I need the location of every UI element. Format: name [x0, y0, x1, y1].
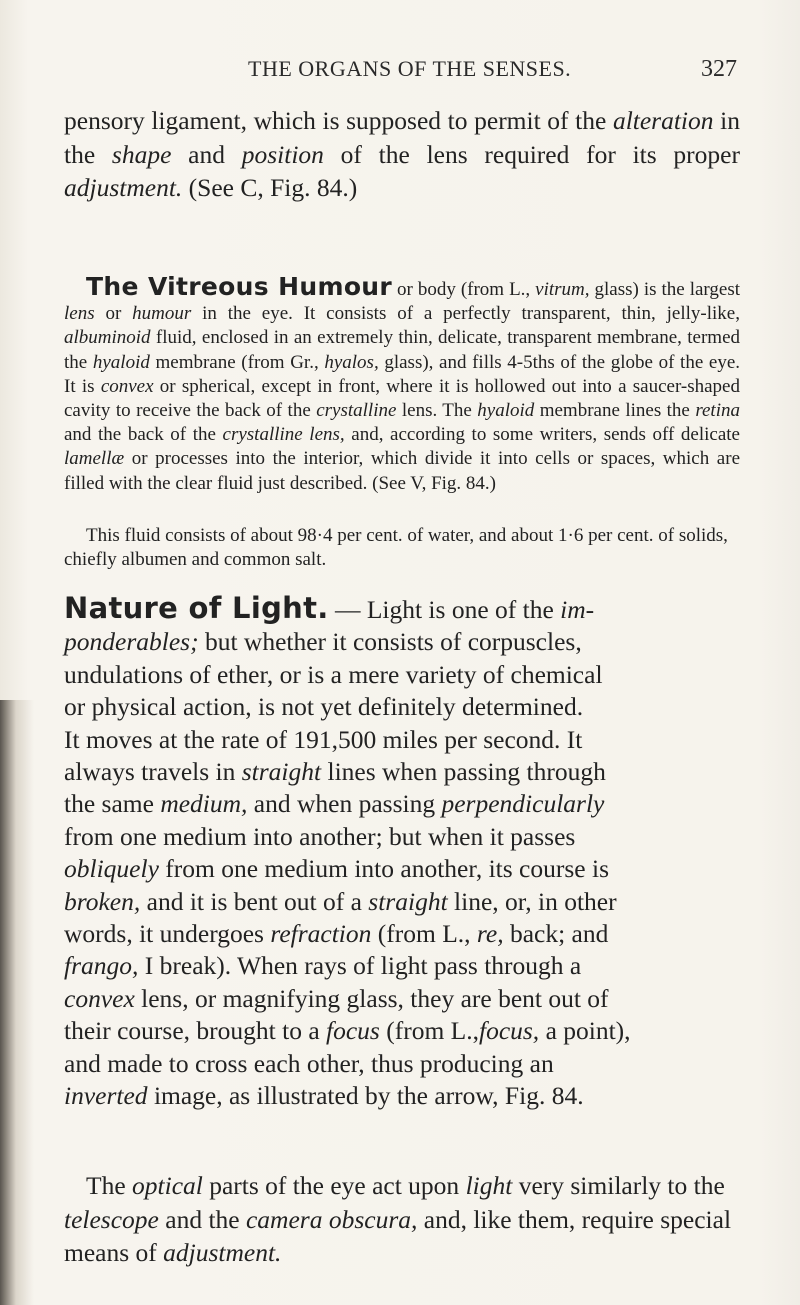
italic-term: convex	[100, 375, 154, 397]
text-line	[64, 853, 740, 885]
nature-of-light-paragraph	[64, 592, 740, 1113]
text-run: and the	[158, 1204, 246, 1234]
italic-term: vitrum,	[535, 279, 590, 300]
text-run: image, as illustrated by the arrow, Fig. 84.	[147, 1081, 584, 1111]
text-run: but whether it consists of corpuscles,	[198, 627, 582, 657]
section-heading-vitreous-humour: The Vitreous Humour	[86, 272, 393, 301]
italic-term: crystalline lens,	[222, 424, 345, 446]
text-run: in the eye. It consists of a perfectly transparent, thin, jelly-like,	[191, 303, 740, 325]
vitreous-humour-paragraph	[64, 272, 741, 496]
text-run: words, it undergoes	[64, 919, 271, 949]
text-run: The	[86, 1171, 133, 1200]
text-run: and	[171, 139, 242, 169]
italic-term: re,	[476, 919, 504, 949]
text-line	[64, 950, 740, 982]
italic-term: optical	[132, 1171, 203, 1200]
section-heading-nature-of-light: Nature of Light.	[64, 591, 329, 625]
text-run: lens, or magnifying glass, they are bent out of	[134, 983, 609, 1013]
text-run: the same	[64, 789, 161, 819]
text-line	[64, 788, 740, 820]
text-line	[64, 1080, 740, 1112]
text-run: lens. The	[396, 400, 478, 422]
text-run: (from L.,	[379, 1016, 479, 1046]
page-header	[0, 56, 800, 88]
italic-term: focus	[326, 1016, 380, 1046]
italic-term: telescope	[64, 1204, 159, 1234]
italic-term: humour	[132, 303, 192, 325]
text-line	[64, 756, 740, 788]
italic-term: refraction	[270, 919, 372, 949]
italic-term: inverted	[64, 1081, 148, 1111]
text-run: line, or, in other	[447, 886, 617, 916]
italic-term: focus,	[478, 1016, 540, 1046]
text-run: and, like them, require special means of	[64, 1204, 732, 1267]
italic-term: broken,	[64, 886, 141, 916]
italic-term: perpendicularly	[441, 789, 605, 819]
text-run: and when passing	[247, 789, 442, 819]
text-line	[64, 626, 740, 658]
text-run: or body (from L.,	[392, 279, 536, 300]
text-line	[64, 886, 740, 918]
text-run: glass), and fills 4-5ths of the globe of the eye. It is	[64, 351, 741, 397]
italic-term: lens	[64, 303, 95, 325]
text-line	[64, 983, 740, 1015]
text-run: back; and	[503, 919, 609, 949]
italic-term: hyaloid	[92, 351, 150, 373]
italic-term: lamellæ	[64, 448, 125, 470]
paragraph-continuation	[64, 104, 740, 205]
italic-term: obliquely	[64, 854, 159, 884]
text-line: undulations of ether, or is a mere variety of chemical	[64, 659, 603, 689]
text-run: from one medium into another, its course is	[158, 854, 609, 884]
italic-term: straight	[368, 886, 448, 916]
text-run: or processes into the interior, which divide it into cells or spaces, which are filled with the clear fluid just described. (See V, Fig. 84.)	[64, 448, 740, 494]
italic-term: retina	[695, 400, 740, 422]
italic-term: adjustment.	[163, 1238, 282, 1267]
page-binding-shadow	[0, 700, 34, 1305]
italic-term: light	[465, 1171, 513, 1200]
italic-term: im-	[560, 595, 595, 624]
italic-term: straight	[241, 757, 322, 787]
optical-parts-paragraph	[64, 1169, 740, 1270]
text-run: and it is bent out of a	[140, 886, 369, 916]
italic-term: adjustment.	[64, 173, 183, 202]
italic-term: position	[241, 139, 324, 169]
text-run: membrane lines the	[534, 400, 696, 422]
italic-term: camera obscura,	[245, 1204, 418, 1234]
text-run: I break). When rays of light pass through a	[138, 951, 582, 981]
text-run: — Light is one of the	[328, 595, 561, 624]
text-run: of the lens required for its proper	[323, 139, 740, 169]
text-run: fluid, enclosed in an extremely thin, delicate, transparent membrane, termed the	[64, 327, 740, 373]
text-run: a point),	[539, 1016, 631, 1046]
text-line: from one medium into another; but when it passes	[64, 821, 576, 851]
italic-term: crystalline	[316, 400, 397, 422]
text-run: or spherical, except in front, where it is hollowed out into a saucer-shaped cavity to receive the back of the	[64, 375, 740, 422]
text-run: (See C, Fig. 84.)	[182, 173, 358, 202]
text-run: always travels in	[64, 757, 242, 787]
text-run: their course, brought to a	[64, 1016, 327, 1046]
text-run: parts of the eye act upon	[202, 1171, 466, 1200]
running-head: THE ORGANS OF THE SENSES.	[248, 56, 572, 81]
text-line	[64, 592, 740, 626]
italic-term: hyalos,	[324, 351, 379, 373]
text-run: and the back of the	[64, 424, 223, 446]
text-run: very similarly to the	[512, 1171, 725, 1200]
page-number: 327	[701, 56, 737, 82]
text-line: or physical action, is not yet definitely determined.	[64, 692, 584, 722]
text-run: membrane (from Gr.,	[149, 351, 325, 373]
italic-term: hyaloid	[477, 400, 535, 422]
text-run: in the	[64, 106, 740, 169]
italic-term: medium,	[160, 789, 248, 819]
italic-term: frango,	[64, 951, 139, 981]
italic-term: convex	[64, 983, 135, 1013]
text-line	[64, 918, 740, 950]
text-line: and made to cross each other, thus producing an	[64, 1048, 554, 1078]
italic-term: ponderables;	[64, 627, 199, 657]
italic-term: alteration	[612, 106, 714, 135]
text-line: It moves at the rate of 191,500 miles per second. It	[64, 724, 583, 754]
text-run: pensory ligament, which is supposed to permit of the	[64, 106, 613, 135]
text-run: or	[94, 303, 133, 325]
italic-term: albuminoid	[64, 327, 151, 349]
text-line	[64, 1015, 740, 1047]
text-run: glass) is the largest	[589, 279, 740, 300]
text-run: (from L.,	[371, 919, 477, 949]
fluid-composition-paragraph: This fluid consists of about 98·4 per cent. of water, and about 1·6 per cent. of solids, chiefly albumen and common salt.	[64, 525, 728, 571]
text-run: lines when passing through	[321, 757, 606, 787]
text-run: and, according to some writers, sends off delicate	[344, 424, 740, 446]
italic-term: shape	[111, 139, 172, 169]
